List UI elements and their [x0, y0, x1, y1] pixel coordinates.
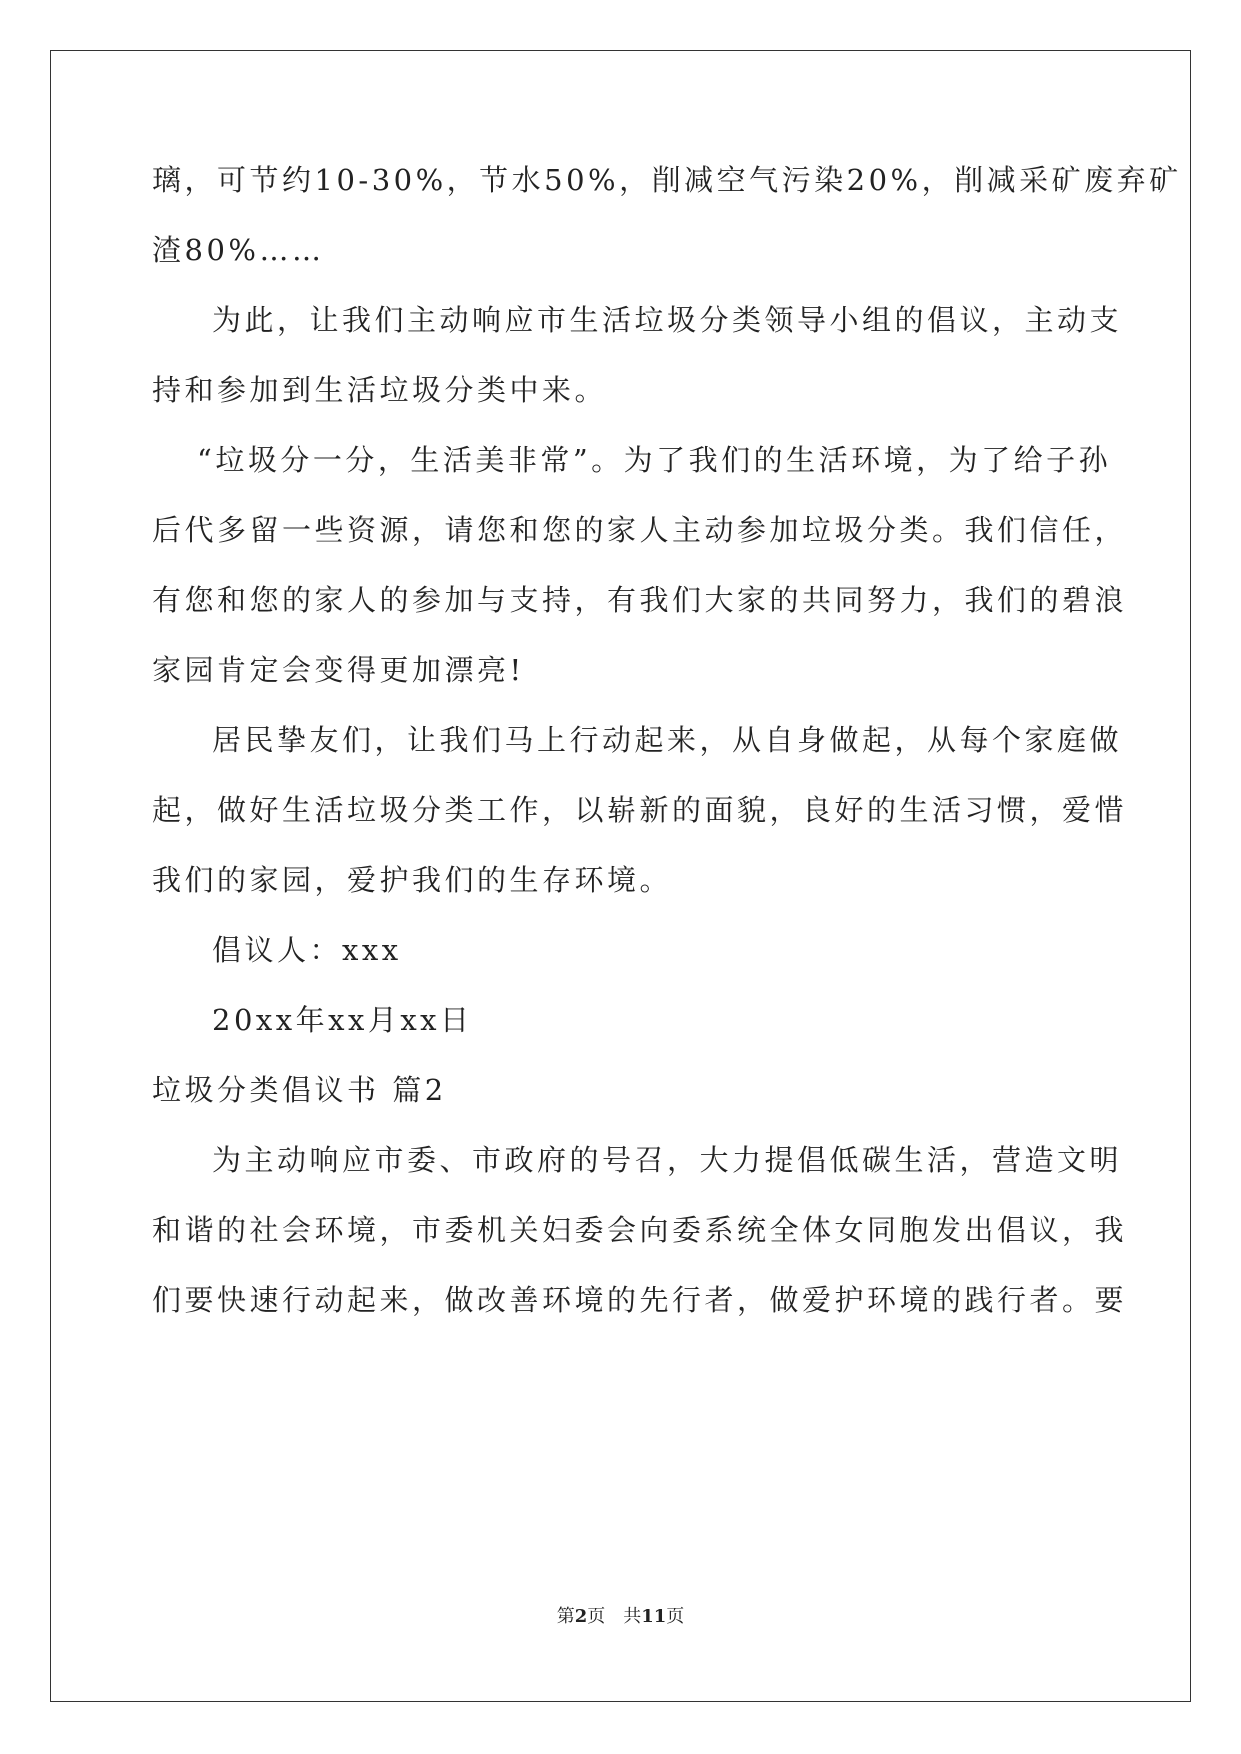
text-line: 和谐的社会环境，市委机关妇委会向委系统全体女同胞发出倡议，我	[152, 1213, 1128, 1247]
date-line: 20xx年xx月xx日	[212, 1003, 473, 1037]
text-line: 起，做好生活垃圾分类工作，以崭新的面貌，良好的生活习惯，爱惜	[152, 793, 1128, 827]
paragraph-start-line: 居民挚友们，让我们马上行动起来，从自身做起，从每个家庭做	[212, 723, 1123, 757]
text-line: 持和参加到生活垃圾分类中来。	[152, 373, 608, 407]
text-line: 渣80%……	[152, 233, 325, 267]
total-suffix: 页	[666, 1606, 685, 1627]
total-prefix: 共	[623, 1606, 642, 1627]
text-line: 有您和您的家人的参加与支持，有我们大家的共同努力，我们的碧浪	[152, 583, 1128, 617]
page-prefix: 第	[556, 1606, 575, 1627]
signature-line: 倡议人：xxx	[212, 933, 402, 967]
text-line: 后代多留一些资源，请您和您的家人主动参加垃圾分类。我们信任，	[152, 513, 1128, 547]
paragraph-start-line: 为主动响应市委、市政府的号召，大力提倡低碳生活，营造文明	[212, 1143, 1123, 1177]
paragraph-start-line: 为此，让我们主动响应市生活垃圾分类领导小组的倡议，主动支	[212, 303, 1123, 337]
paragraph-start-line: “垃圾分一分，生活美非常”。为了我们的生活环境，为了给子孙	[197, 443, 1112, 477]
text-line: 璃，可节约10-30%，节水50%，削减空气污染20%，削减采矿废弃矿	[152, 163, 1182, 197]
text-line: 我们的家园，爱护我们的生存环境。	[152, 863, 673, 897]
page-total-number: 11	[641, 1606, 667, 1627]
page-current-number: 2	[574, 1606, 588, 1627]
section-heading: 垃圾分类倡议书 篇2	[152, 1073, 447, 1107]
text-line: 家园肯定会变得更加漂亮!	[152, 653, 525, 687]
text-line: 们要快速行动起来，做改善环境的先行者，做爱护环境的践行者。要	[152, 1283, 1128, 1317]
page-mid: 页	[587, 1606, 606, 1627]
page-footer	[0, 1602, 1241, 1628]
